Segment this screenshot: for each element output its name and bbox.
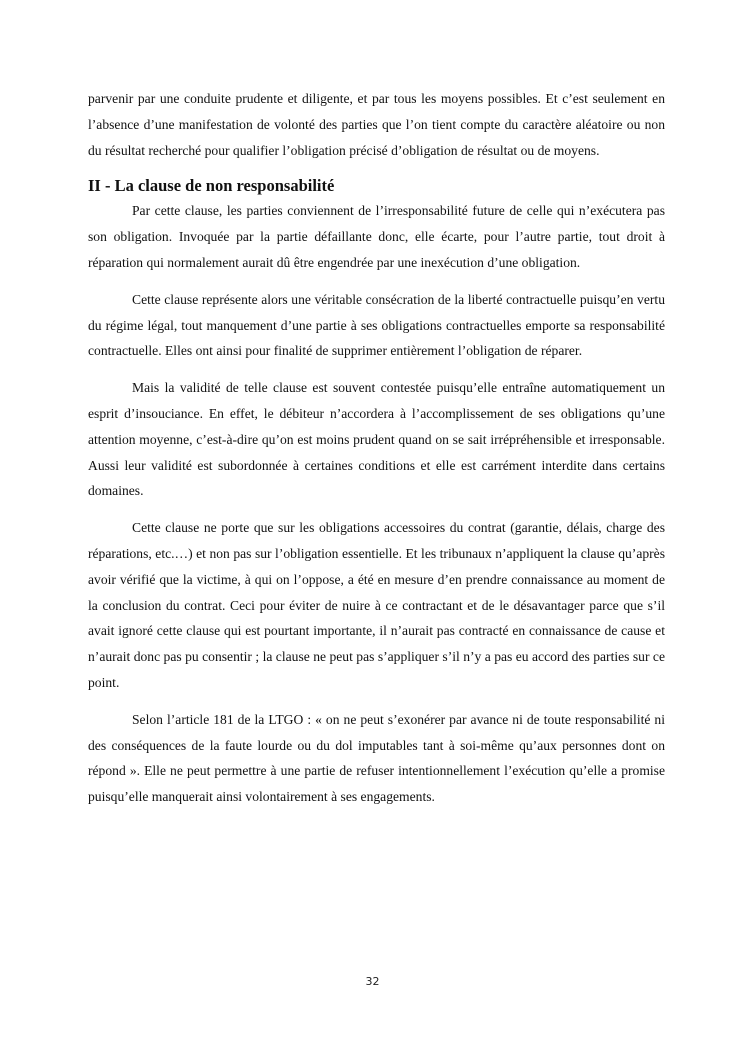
section-heading: II - La clause de non responsabilité — [88, 176, 335, 196]
page-number: 32 — [365, 975, 380, 988]
body-paragraph: Par cette clause, les parties conviennent de l’irresponsabilité future de celle qui n’exécutera pas son obligation. Invoquée par la partie défaillante donc, elle écarte, pour l’autre partie, tout droit à réparation qui normalement aurait dû être engendrée par une inexécution d’une obligation. — [88, 203, 665, 270]
body-paragraph: Mais la validité de telle clause est souvent contestée puisqu’elle entraîne automatiquement un esprit d’insouciance. En effet, le débiteur n’accordera à l’accomplissement de ses obligations qu’une attention moyenne, c’est-à-dire qu’on est moins prudent quand on se sait irrépréhensible et irresponsable. Aussi leur validité est subordonnée à certaines conditions et elle est carrément interdite dans certains domaines. — [88, 380, 665, 499]
document-page — [88, 86, 665, 821]
body-paragraph: Cette clause ne porte que sur les obligations accessoires du contrat (garantie, délais, charge des réparations, etc.…) et non pas sur l’obligation essentielle. Et les tribunaux n’appliquent la clause qu’après avoir vérifié que la victime, à qui on l’oppose, a été en mesure d’en prendre connaissance au moment de la conclusion du contrat. Ceci pour éviter de nuire à ce contractant et de le désavantager parce que s’il avait ignoré cette clause qui est pourtant importante, il n’aurait pas contracté en connaissance de cause et n’aurait donc pas pu consentir ; la clause ne peut pas s’appliquer s’il n’y a pas eu accord des parties sur ce point. — [88, 520, 665, 690]
continuation-paragraph: parvenir par une conduite prudente et diligente, et par tous les moyens possibles. Et c’est seulement en l’absence d’une manifestation de volonté des parties que l’on tient compte du caractère aléatoire ou non du résultat recherché pour qualifier l’obligation précisé d’obligation de résultat ou de moyens. — [88, 91, 665, 158]
body-paragraph: Selon l’article 181 de la LTGO : « on ne peut s’exonérer par avance ni de toute responsabilité ni des conséquences de la faute lourde ou du dol imputables tant à soi-même qu’aux personnes dont on répond ». Elle ne peut permettre à une partie de refuser intentionnellement l’exécution qu’elle a promise puisqu’elle manquerait ainsi volontairement à ses engagements. — [88, 711, 665, 805]
body-paragraph: Cette clause représente alors une véritable consécration de la liberté contractuelle puisqu’en vertu du régime légal, tout manquement d’une partie à ses obligations contractuelles emporte sa responsabilité contractuelle. Elles ont ainsi pour finalité de supprimer entièrement l’obligation de réparer. — [88, 291, 665, 359]
